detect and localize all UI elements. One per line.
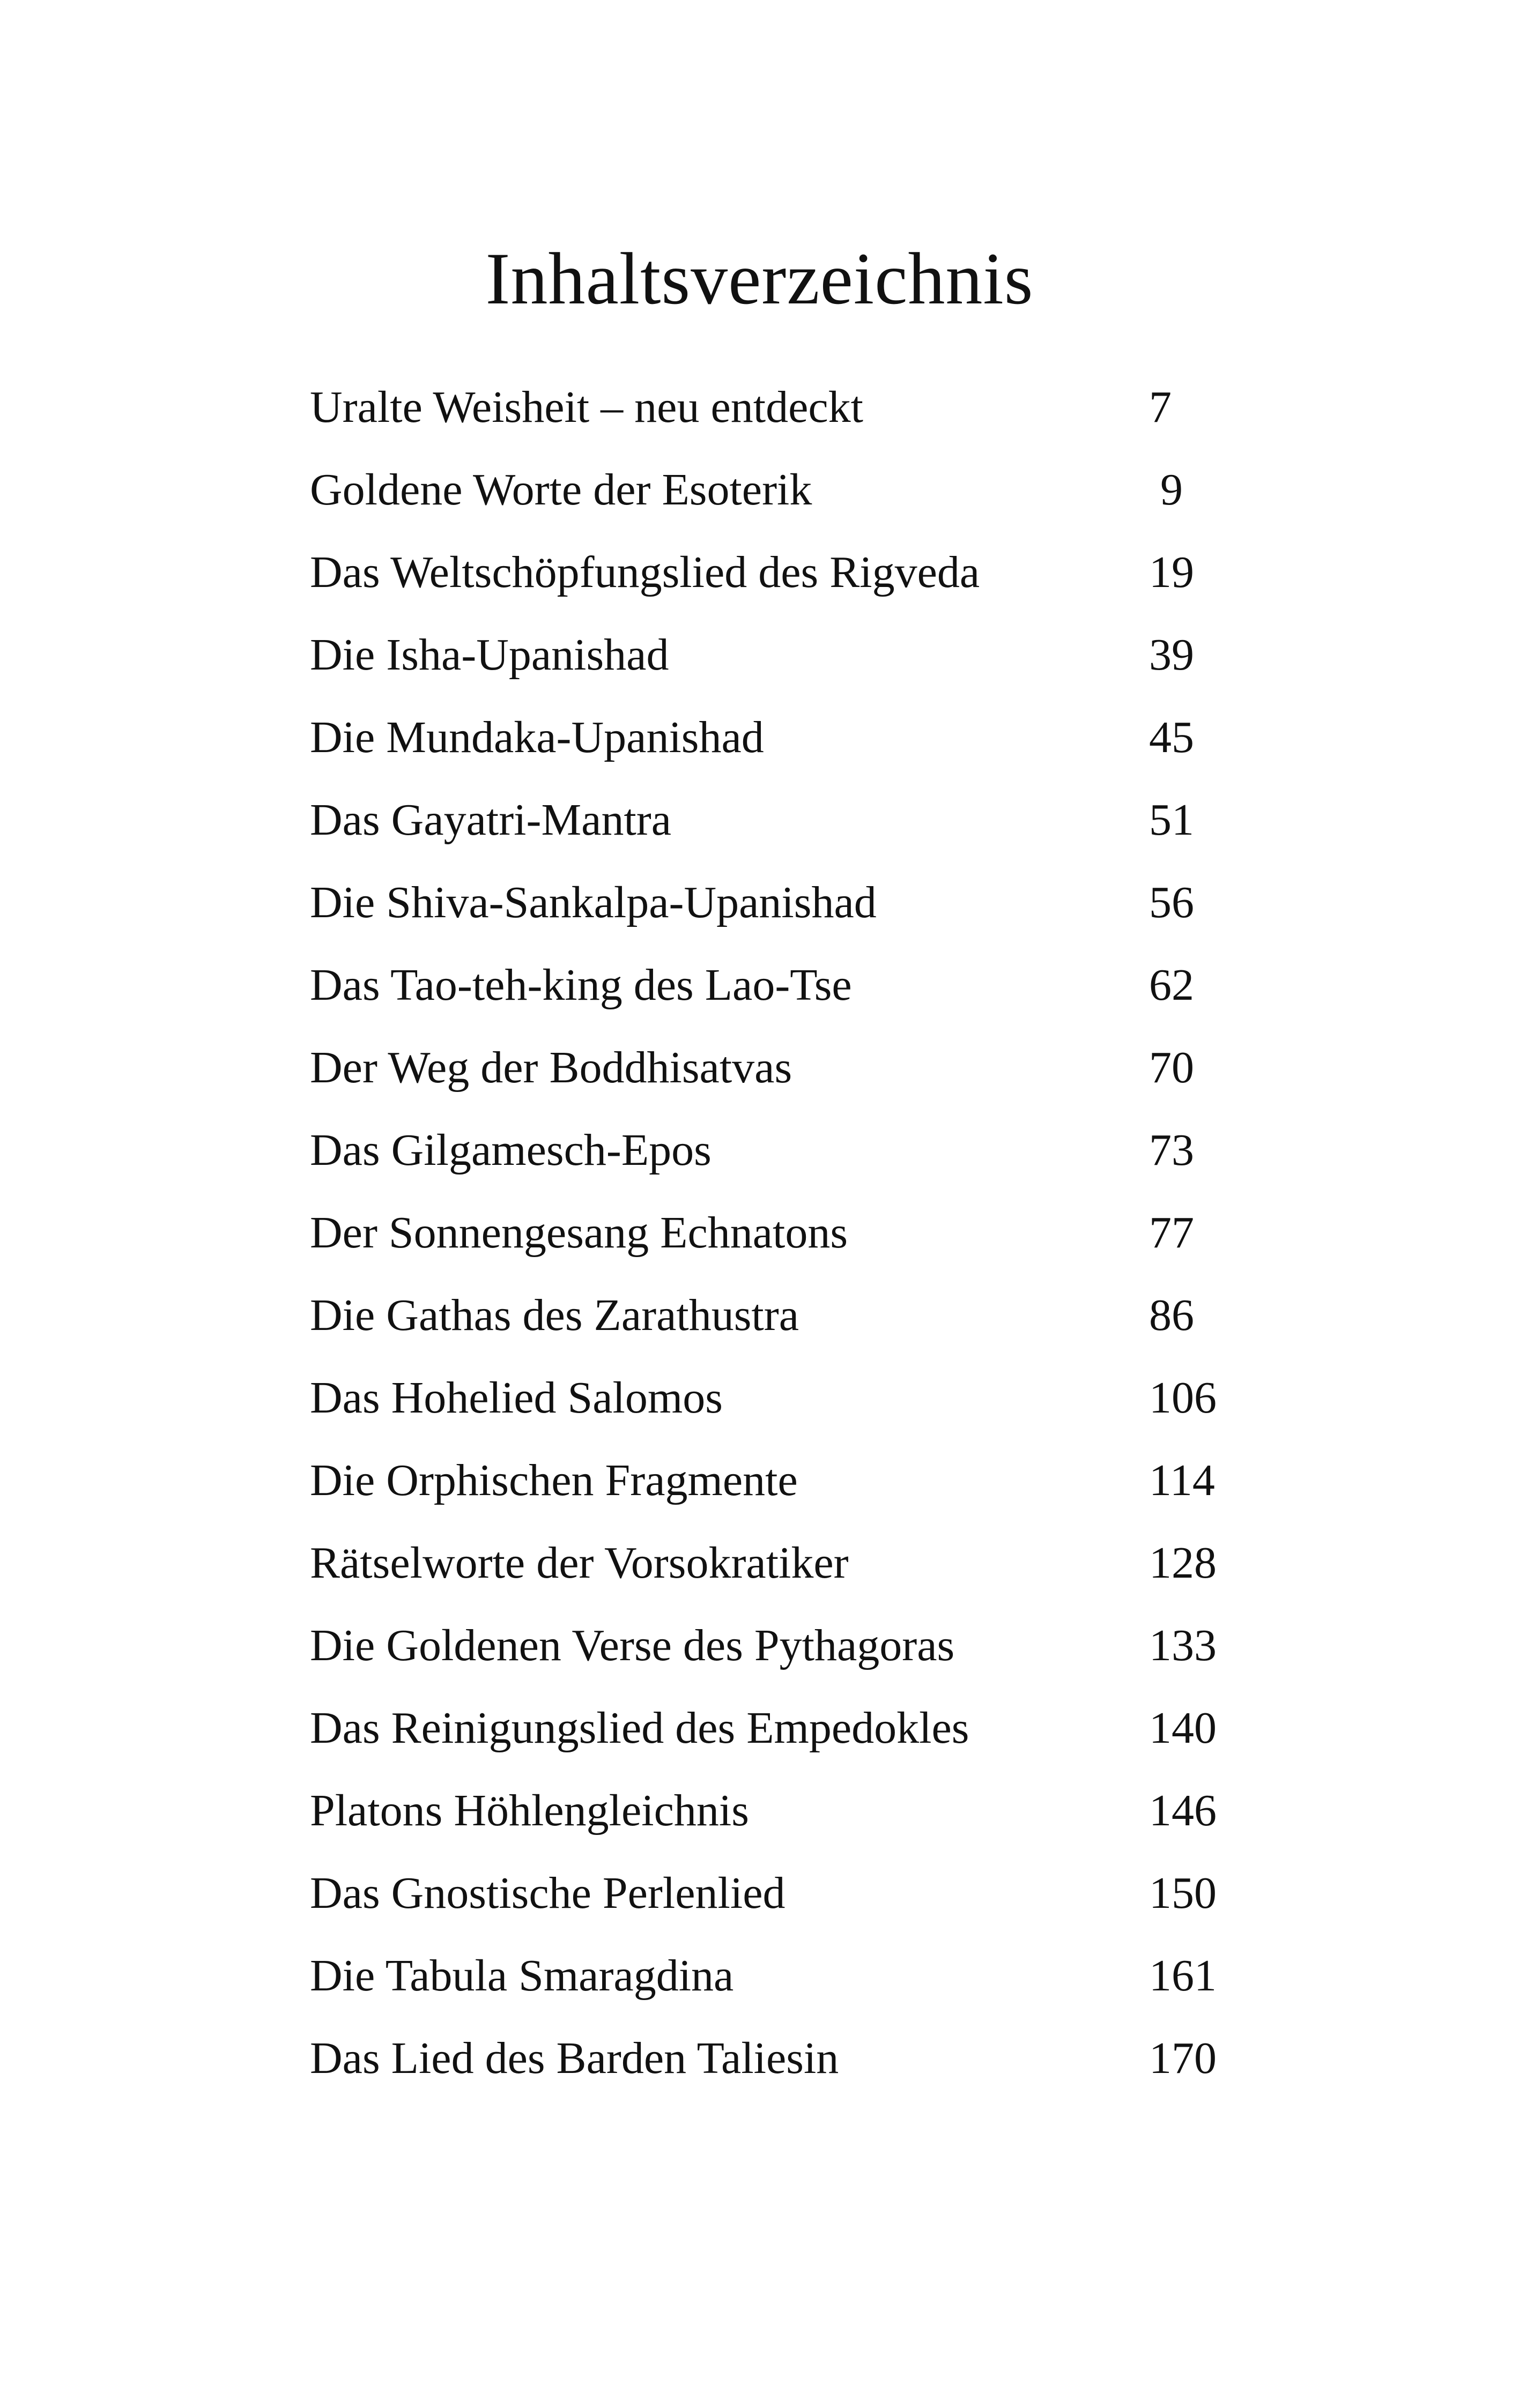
toc-entry-page-number: 77 [1149, 1208, 1194, 1258]
toc-entry-title: Das Gayatri-Mantra [310, 795, 672, 845]
page-title: Inhaltsverzeichnis [485, 237, 1034, 319]
toc-entry-page-number: 73 [1149, 1125, 1194, 1175]
toc-entry-title: Der Weg der Boddhisatvas [310, 1043, 792, 1092]
toc-entry-page-number: 128 [1149, 1538, 1217, 1588]
toc-entry [310, 1278, 1248, 1361]
toc-entry [310, 370, 1248, 452]
toc-entry [310, 618, 1248, 700]
toc-entry-page-number: 170 [1149, 2033, 1217, 2083]
table-of-contents [310, 370, 1248, 2104]
toc-entry-title: Die Orphischen Fragmente [310, 1455, 798, 1505]
toc-entry [310, 1443, 1248, 1526]
toc-entry [310, 1526, 1248, 1608]
toc-entry [310, 1608, 1248, 1691]
toc-entry-page-number: 19 [1149, 547, 1194, 597]
toc-entry-page-number: 9 [1149, 465, 1183, 515]
toc-entry-title: Rätselworte der Vorsokratiker [310, 1538, 849, 1588]
toc-entry-title: Goldene Worte der Esoterik [310, 465, 812, 515]
toc-entry-page-number: 62 [1149, 960, 1194, 1010]
toc-entry-title: Die Mundaka-Upanishad [310, 712, 764, 762]
toc-entry-title: Das Gnostische Perlenlied [310, 1868, 786, 1918]
toc-entry [310, 865, 1248, 948]
toc-entry-page-number: 140 [1149, 1703, 1217, 1753]
toc-entry-page-number: 56 [1149, 878, 1194, 927]
toc-entry [310, 452, 1248, 535]
toc-entry [310, 1773, 1248, 1856]
toc-entry [310, 1856, 1248, 1938]
toc-entry-page-number: 51 [1149, 795, 1194, 845]
toc-entry [310, 1195, 1248, 1278]
toc-entry-page-number: 161 [1149, 1951, 1217, 2001]
toc-entry [310, 700, 1248, 783]
toc-entry-title: Das Weltschöpfungslied des Rigveda [310, 547, 980, 597]
toc-entry [310, 948, 1248, 1030]
toc-entry-title: Die Isha-Upanishad [310, 630, 669, 680]
toc-entry-title: Die Goldenen Verse des Pythagoras [310, 1621, 955, 1670]
toc-entry-title: Uralte Weisheit – neu entdeckt [310, 382, 863, 432]
toc-entry-title: Das Tao-teh-king des Lao-Tse [310, 960, 852, 1010]
toc-entry [310, 1938, 1248, 2021]
toc-entry-title: Die Tabula Smaragdina [310, 1951, 734, 2001]
toc-entry-title: Das Gilgamesch-Epos [310, 1125, 712, 1175]
toc-entry-page-number: 45 [1149, 712, 1194, 762]
toc-entry [310, 1361, 1248, 1443]
toc-entry-title: Die Shiva-Sankalpa-Upanishad [310, 878, 877, 927]
toc-entry-page-number: 106 [1149, 1373, 1217, 1423]
toc-entry-page-number: 86 [1149, 1290, 1194, 1340]
toc-entry [310, 2021, 1248, 2104]
toc-entry-title: Das Lied des Barden Taliesin [310, 2033, 839, 2083]
toc-entry-page-number: 39 [1149, 630, 1194, 680]
toc-entry-title: Das Reinigungslied des Empedokles [310, 1703, 969, 1753]
toc-entry [310, 783, 1248, 865]
toc-entry [310, 535, 1248, 618]
toc-entry-page-number: 114 [1149, 1455, 1215, 1505]
toc-entry-page-number: 7 [1149, 382, 1172, 432]
toc-entry-page-number: 146 [1149, 1786, 1217, 1835]
toc-entry-page-number: 70 [1149, 1043, 1194, 1092]
toc-entry-title: Der Sonnengesang Echnatons [310, 1208, 848, 1258]
toc-entry [310, 1113, 1248, 1195]
toc-entry [310, 1030, 1248, 1113]
toc-entry-title: Das Hohelied Salomos [310, 1373, 723, 1423]
toc-entry-page-number: 133 [1149, 1621, 1217, 1670]
toc-entry [310, 1691, 1248, 1773]
toc-entry-page-number: 150 [1149, 1868, 1217, 1918]
toc-entry-title: Die Gathas des Zarathustra [310, 1290, 799, 1340]
toc-entry-title: Platons Höhlengleichnis [310, 1786, 749, 1835]
